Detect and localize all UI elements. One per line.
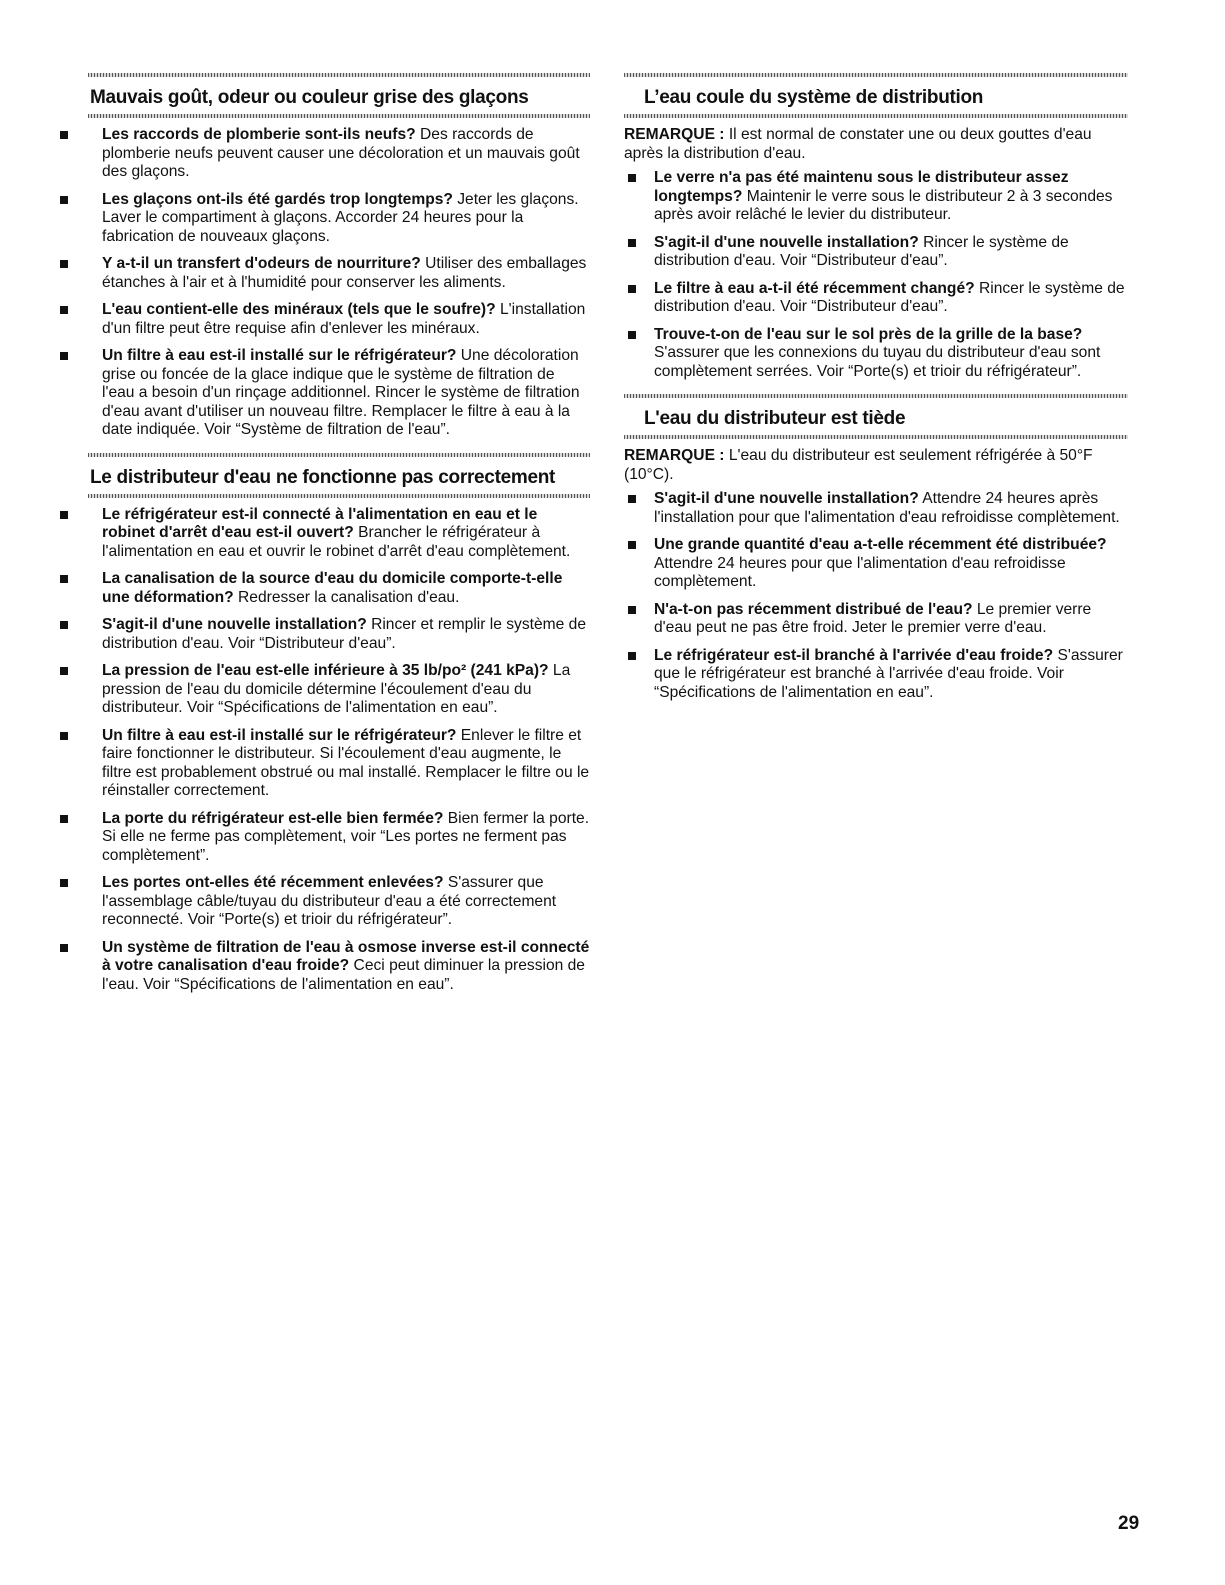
note-label: REMARQUE : bbox=[624, 447, 725, 464]
list-item bbox=[624, 601, 1128, 638]
list-item bbox=[58, 506, 590, 562]
question: La pression de l'eau est-elle inférieure à 35 lb/po² (241 kPa)? bbox=[102, 662, 549, 679]
section-header bbox=[88, 453, 590, 498]
list-item bbox=[624, 169, 1128, 225]
square-bullet-icon bbox=[628, 174, 636, 182]
right-column bbox=[624, 73, 1128, 715]
square-bullet-icon bbox=[628, 652, 636, 660]
question: N'a-t-on pas récemment distribué de l'eau? bbox=[654, 600, 973, 618]
answer: Maintenir le verre sous le distributeur 2 à 3 secondes après avoir relâché le levier du distributeur. bbox=[654, 187, 1113, 223]
list-item bbox=[624, 326, 1128, 382]
question: L'eau contient-elle des minéraux (tels que le soufre)? bbox=[102, 301, 496, 318]
answer: L'installation d'un filtre peut être requise afin d'enlever les minéraux. bbox=[102, 301, 586, 337]
question: Le verre n'a pas été maintenu sous le distributeur assez longtemps? bbox=[654, 169, 1069, 205]
list-item bbox=[58, 301, 590, 338]
square-bullet-icon bbox=[60, 815, 68, 823]
square-bullet-icon bbox=[60, 944, 68, 952]
list-item bbox=[58, 662, 590, 718]
note-text: Il est normal de constater une ou deux gouttes d'eau après la distribution d'eau. bbox=[624, 126, 1092, 162]
square-bullet-icon bbox=[60, 260, 68, 268]
question: S'agit-il d'une nouvelle installation? bbox=[654, 490, 919, 507]
list-item bbox=[624, 536, 1128, 592]
section-water-warm bbox=[624, 394, 1128, 702]
list-item bbox=[58, 191, 590, 247]
square-bullet-icon bbox=[628, 331, 636, 339]
list-item bbox=[58, 126, 590, 182]
item-list bbox=[624, 490, 1128, 702]
question: Un filtre à eau est-il installé sur le réfrigérateur? bbox=[102, 347, 457, 364]
section-header bbox=[88, 73, 590, 118]
question: Les glaçons ont-ils été gardés trop longtemps? bbox=[102, 190, 453, 208]
section-header bbox=[624, 394, 1128, 439]
list-item bbox=[624, 647, 1128, 703]
section-ice-taste bbox=[88, 73, 590, 440]
answer: S'assurer que le réfrigérateur est branché à l'arrivée d'eau froide. Voir “Spécifications de l'alimentation en eau”. bbox=[654, 646, 1123, 701]
answer: Rincer le système de distribution d'eau. Voir “Distributeur d'eau”. bbox=[654, 279, 1125, 315]
answer: Des raccords de plomberie neufs peuvent causer une décoloration et un mauvais goût des glaçons. bbox=[102, 126, 580, 180]
question: Trouve-t-on de l'eau sur le sol près de la grille de la base? bbox=[654, 325, 1083, 343]
answer: Une décoloration grise ou foncée de la glace indique que le système de filtration de l'eau a besoin d'un rinçage additionnel. Rincer le système de filtration d'eau avant d'utiliser un nouveau filtre. Remplacer le filtre à eau à la date indiquée. Voir “Système de filtration de l'eau”. bbox=[102, 347, 580, 438]
answer: Brancher le réfrigérateur à l'alimentation en eau et ouvrir le robinet d'arrêt d'eau complètement. bbox=[102, 524, 571, 560]
section-title: L'eau du distributeur est tiède bbox=[644, 408, 906, 429]
square-bullet-icon bbox=[60, 511, 68, 519]
square-bullet-icon bbox=[628, 285, 636, 293]
answer: Attendre 24 heures après l'installation pour que l'alimentation d'eau refroidisse complètement. bbox=[654, 490, 1120, 526]
square-bullet-icon bbox=[60, 667, 68, 675]
answer: Le premier verre d'eau peut ne pas être froid. Jeter le premier verre d'eau. bbox=[654, 600, 1092, 636]
section-title: Mauvais goût, odeur ou couleur grise des glaçons bbox=[90, 87, 529, 108]
answer: S'assurer que l'assemblage câble/tuyau du distributeur d'eau a été correctement reconnecté. Voir “Porte(s) et trioir du réfrigérateur”. bbox=[102, 874, 557, 928]
square-bullet-icon bbox=[60, 732, 68, 740]
square-bullet-icon bbox=[60, 131, 68, 139]
section-title: Le distributeur d'eau ne fonctionne pas correctement bbox=[90, 466, 556, 488]
item-list bbox=[624, 169, 1128, 381]
square-bullet-icon bbox=[60, 575, 68, 583]
list-item bbox=[624, 234, 1128, 271]
list-item bbox=[58, 939, 590, 995]
answer: Jeter les glaçons. Laver le compartiment à glaçons. Accorder 24 heures pour la fabrication de nouveaux glaçons. bbox=[102, 190, 579, 245]
answer: Ceci peut diminuer la pression de l'eau. Voir “Spécifications de l'alimentation en eau”. bbox=[102, 957, 585, 993]
item-list bbox=[88, 126, 590, 440]
question: Les portes ont-elles été récemment enlevées? bbox=[102, 874, 444, 891]
list-item bbox=[58, 255, 590, 292]
note bbox=[624, 447, 1128, 484]
list-item bbox=[58, 570, 590, 607]
square-bullet-icon bbox=[628, 495, 636, 503]
note-text: L'eau du distributeur est seulement réfrigérée à 50°F (10°C). bbox=[624, 447, 1093, 483]
answer: Utiliser des emballages étanches à l'air et à l'humidité pour conserver les aliments. bbox=[102, 255, 587, 291]
question: Une grande quantité d'eau a-t-elle récemment été distribuée? bbox=[654, 536, 1107, 553]
square-bullet-icon bbox=[60, 196, 68, 204]
section-water-leaks bbox=[624, 73, 1128, 381]
answer: Attendre 24 heures pour que l'alimentation d'eau refroidisse complètement. bbox=[654, 554, 1066, 590]
section-dispenser-not-working bbox=[88, 453, 590, 995]
question: Un filtre à eau est-il installé sur le réfrigérateur? bbox=[102, 726, 457, 744]
answer: Rincer et remplir le système de distribution d'eau. Voir “Distributeur d'eau”. bbox=[102, 616, 586, 652]
list-item bbox=[624, 490, 1128, 527]
list-item bbox=[58, 810, 590, 866]
list-item bbox=[58, 874, 590, 930]
square-bullet-icon bbox=[628, 239, 636, 247]
question: Les raccords de plomberie sont-ils neufs? bbox=[102, 126, 416, 143]
square-bullet-icon bbox=[60, 306, 68, 314]
square-bullet-icon bbox=[628, 606, 636, 614]
note-label: REMARQUE : bbox=[624, 126, 725, 143]
square-bullet-icon bbox=[628, 541, 636, 549]
question: Un système de filtration de l'eau à osmose inverse est-il connecté à votre canalisation d'eau froide? bbox=[102, 938, 590, 974]
question: S'agit-il d'une nouvelle installation? bbox=[102, 616, 367, 633]
answer: Rincer le système de distribution d'eau. Voir “Distributeur d'eau”. bbox=[654, 233, 1069, 269]
question: Le filtre à eau a-t-il été récemment changé? bbox=[654, 279, 975, 297]
square-bullet-icon bbox=[60, 352, 68, 360]
question: Le réfrigérateur est-il connecté à l'alimentation en eau et le robinet d'arrêt d'eau est-il ouvert? bbox=[102, 505, 538, 541]
section-title: L’eau coule du système de distribution bbox=[644, 87, 984, 108]
question: Le réfrigérateur est-il branché à l'arrivée d'eau froide? bbox=[654, 646, 1054, 664]
question: La porte du réfrigérateur est-elle bien fermée? bbox=[102, 809, 444, 827]
page-number: 29 bbox=[1118, 1513, 1140, 1534]
list-item bbox=[58, 727, 590, 801]
answer: La pression de l'eau du domicile détermine l'écoulement d'eau du distributeur. Voir “Spécifications de l'alimentation en eau”. bbox=[102, 662, 571, 716]
list-item bbox=[58, 616, 590, 653]
item-list bbox=[88, 506, 590, 995]
question: S'agit-il d'une nouvelle installation? bbox=[654, 233, 919, 251]
square-bullet-icon bbox=[60, 879, 68, 887]
section-header bbox=[624, 73, 1128, 118]
question: La canalisation de la source d'eau du domicile comporte-t-elle une déformation? bbox=[102, 570, 563, 606]
list-item bbox=[624, 280, 1128, 317]
square-bullet-icon bbox=[60, 621, 68, 629]
answer: Enlever le filtre et faire fonctionner le distributeur. Si l'écoulement d'eau augmente, le filtre est probablement obstrué ou mal installé. Remplacer le filtre ou le réinstaller correctement. bbox=[102, 726, 590, 799]
left-column bbox=[88, 73, 590, 1007]
note bbox=[624, 126, 1128, 163]
answer: S'assurer que les connexions du tuyau du distributeur d'eau sont complètement serrées. Voir “Porte(s) et trioir du réfrigérateur”. bbox=[654, 344, 1101, 380]
answer: Redresser la canalisation d'eau. bbox=[233, 588, 460, 606]
answer: Bien fermer la porte. Si elle ne ferme pas complètement, voir “Les portes ne ferment pas complètement”. bbox=[102, 809, 590, 864]
list-item bbox=[58, 347, 590, 440]
question: Y a-t-il un transfert d'odeurs de nourriture? bbox=[102, 255, 421, 272]
